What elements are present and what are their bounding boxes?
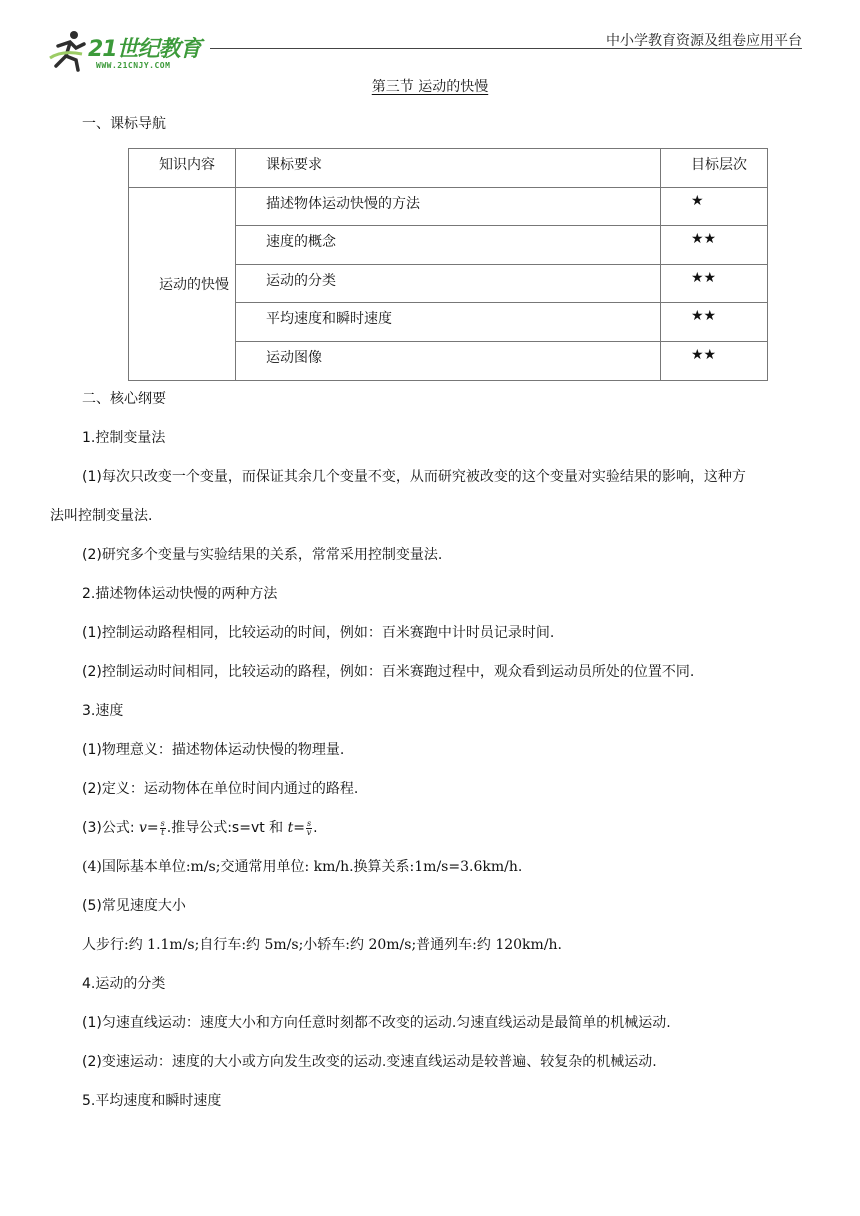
paragraph: (1)匀速直线运动：速度大小和方向任意时刻都不改变的运动.匀速直线运动是最简单的机械运动. [82, 1015, 671, 1031]
formula-v: v= [139, 820, 159, 836]
table-cell-level: ★ [661, 187, 768, 226]
formula-end: . [313, 820, 318, 836]
paragraph-title: 4.运动的分类 [82, 976, 166, 992]
formula-t: t= [287, 820, 305, 836]
table-header-cell: 课标要求 [236, 149, 661, 188]
paragraph: 人步行:约 1.1m/s;自行车:约 5m/s;小轿车:约 20m/s;普通列车:约 120km/h. [82, 937, 562, 953]
table-cell-level: ★★ [661, 341, 768, 380]
formula-prefix: (3)公式: [82, 820, 139, 836]
table-header-row [129, 149, 768, 188]
paragraph: (1)每次只改变一个变量，而保证其余几个变量不变，从而研究被改变的这个变量对实验结果的影响，这种方 [82, 469, 746, 485]
runner-logo-icon [48, 28, 88, 72]
section-heading-1: 一、课标导航 [82, 116, 166, 132]
paragraph: (2)控制运动时间相同，比较运动的路程，例如：百米赛跑过程中，观众看到运动员所处的位置不同. [82, 664, 695, 680]
paragraph-title: 3.速度 [82, 703, 124, 719]
logo-url: WWW.21CNJY.COM [96, 61, 171, 70]
paragraph: (2)变速运动：速度的大小或方向发生改变的运动.变速直线运动是较普遍、较复杂的机械运动. [82, 1054, 657, 1070]
fraction-s-over-v [306, 820, 312, 837]
table-cell-req: 速度的概念 [236, 226, 661, 265]
table-cell-req: 平均速度和瞬时速度 [236, 303, 661, 342]
paragraph-title: 2.描述物体运动快慢的两种方法 [82, 586, 278, 602]
table-header-cell: 知识内容 [129, 149, 236, 188]
paragraph: (2)定义：运动物体在单位时间内通过的路程. [82, 781, 359, 797]
paragraph: (2)研究多个变量与实验结果的关系，常常采用控制变量法. [82, 547, 443, 563]
platform-name: 中小学教育资源及组卷应用平台 [606, 33, 802, 49]
fraction-numerator: s [160, 818, 165, 828]
table-cell-level: ★★ [661, 264, 768, 303]
section-heading-2: 二、核心纲要 [82, 391, 166, 407]
site-logo [48, 28, 218, 74]
paragraph-title: 5.平均速度和瞬时速度 [82, 1093, 222, 1109]
paragraph: (4)国际基本单位:m/s;交通常用单位: km/h.换算关系:1m/s=3.6km/h. [82, 859, 523, 875]
paragraph: (1)物理意义：描述物体运动快慢的物理量. [82, 742, 345, 758]
formula-middle: .推导公式:s=vt 和 [166, 820, 288, 836]
logo-wordmark: 21世纪教育 [88, 37, 201, 62]
curriculum-table [128, 148, 768, 381]
header-divider [210, 48, 802, 49]
paragraph-continuation: 法叫控制变量法. [50, 508, 153, 524]
formula-paragraph [82, 818, 802, 838]
table-cell-level: ★★ [661, 303, 768, 342]
table-cell-req: 运动的分类 [236, 264, 661, 303]
fraction-numerator: s [306, 818, 312, 828]
table-topic-cell: 运动的快慢 [129, 187, 236, 380]
table-header-cell: 目标层次 [661, 149, 768, 188]
paragraph: (1)控制运动路程相同，比较运动的时间，例如：百米赛跑中计时员记录时间. [82, 625, 555, 641]
page-title: 第三节 运动的快慢 [371, 79, 489, 95]
table-row [129, 187, 768, 226]
fraction-s-over-t [160, 820, 166, 837]
table-cell-req: 描述物体运动快慢的方法 [236, 187, 661, 226]
table-cell-level: ★★ [661, 226, 768, 265]
table-cell-req: 运动图像 [236, 341, 661, 380]
fraction-denominator: v [306, 827, 312, 837]
fraction-denominator: t [161, 827, 165, 837]
paragraph-title: 1.控制变量法 [82, 430, 166, 446]
paragraph: (5)常见速度大小 [82, 898, 186, 914]
